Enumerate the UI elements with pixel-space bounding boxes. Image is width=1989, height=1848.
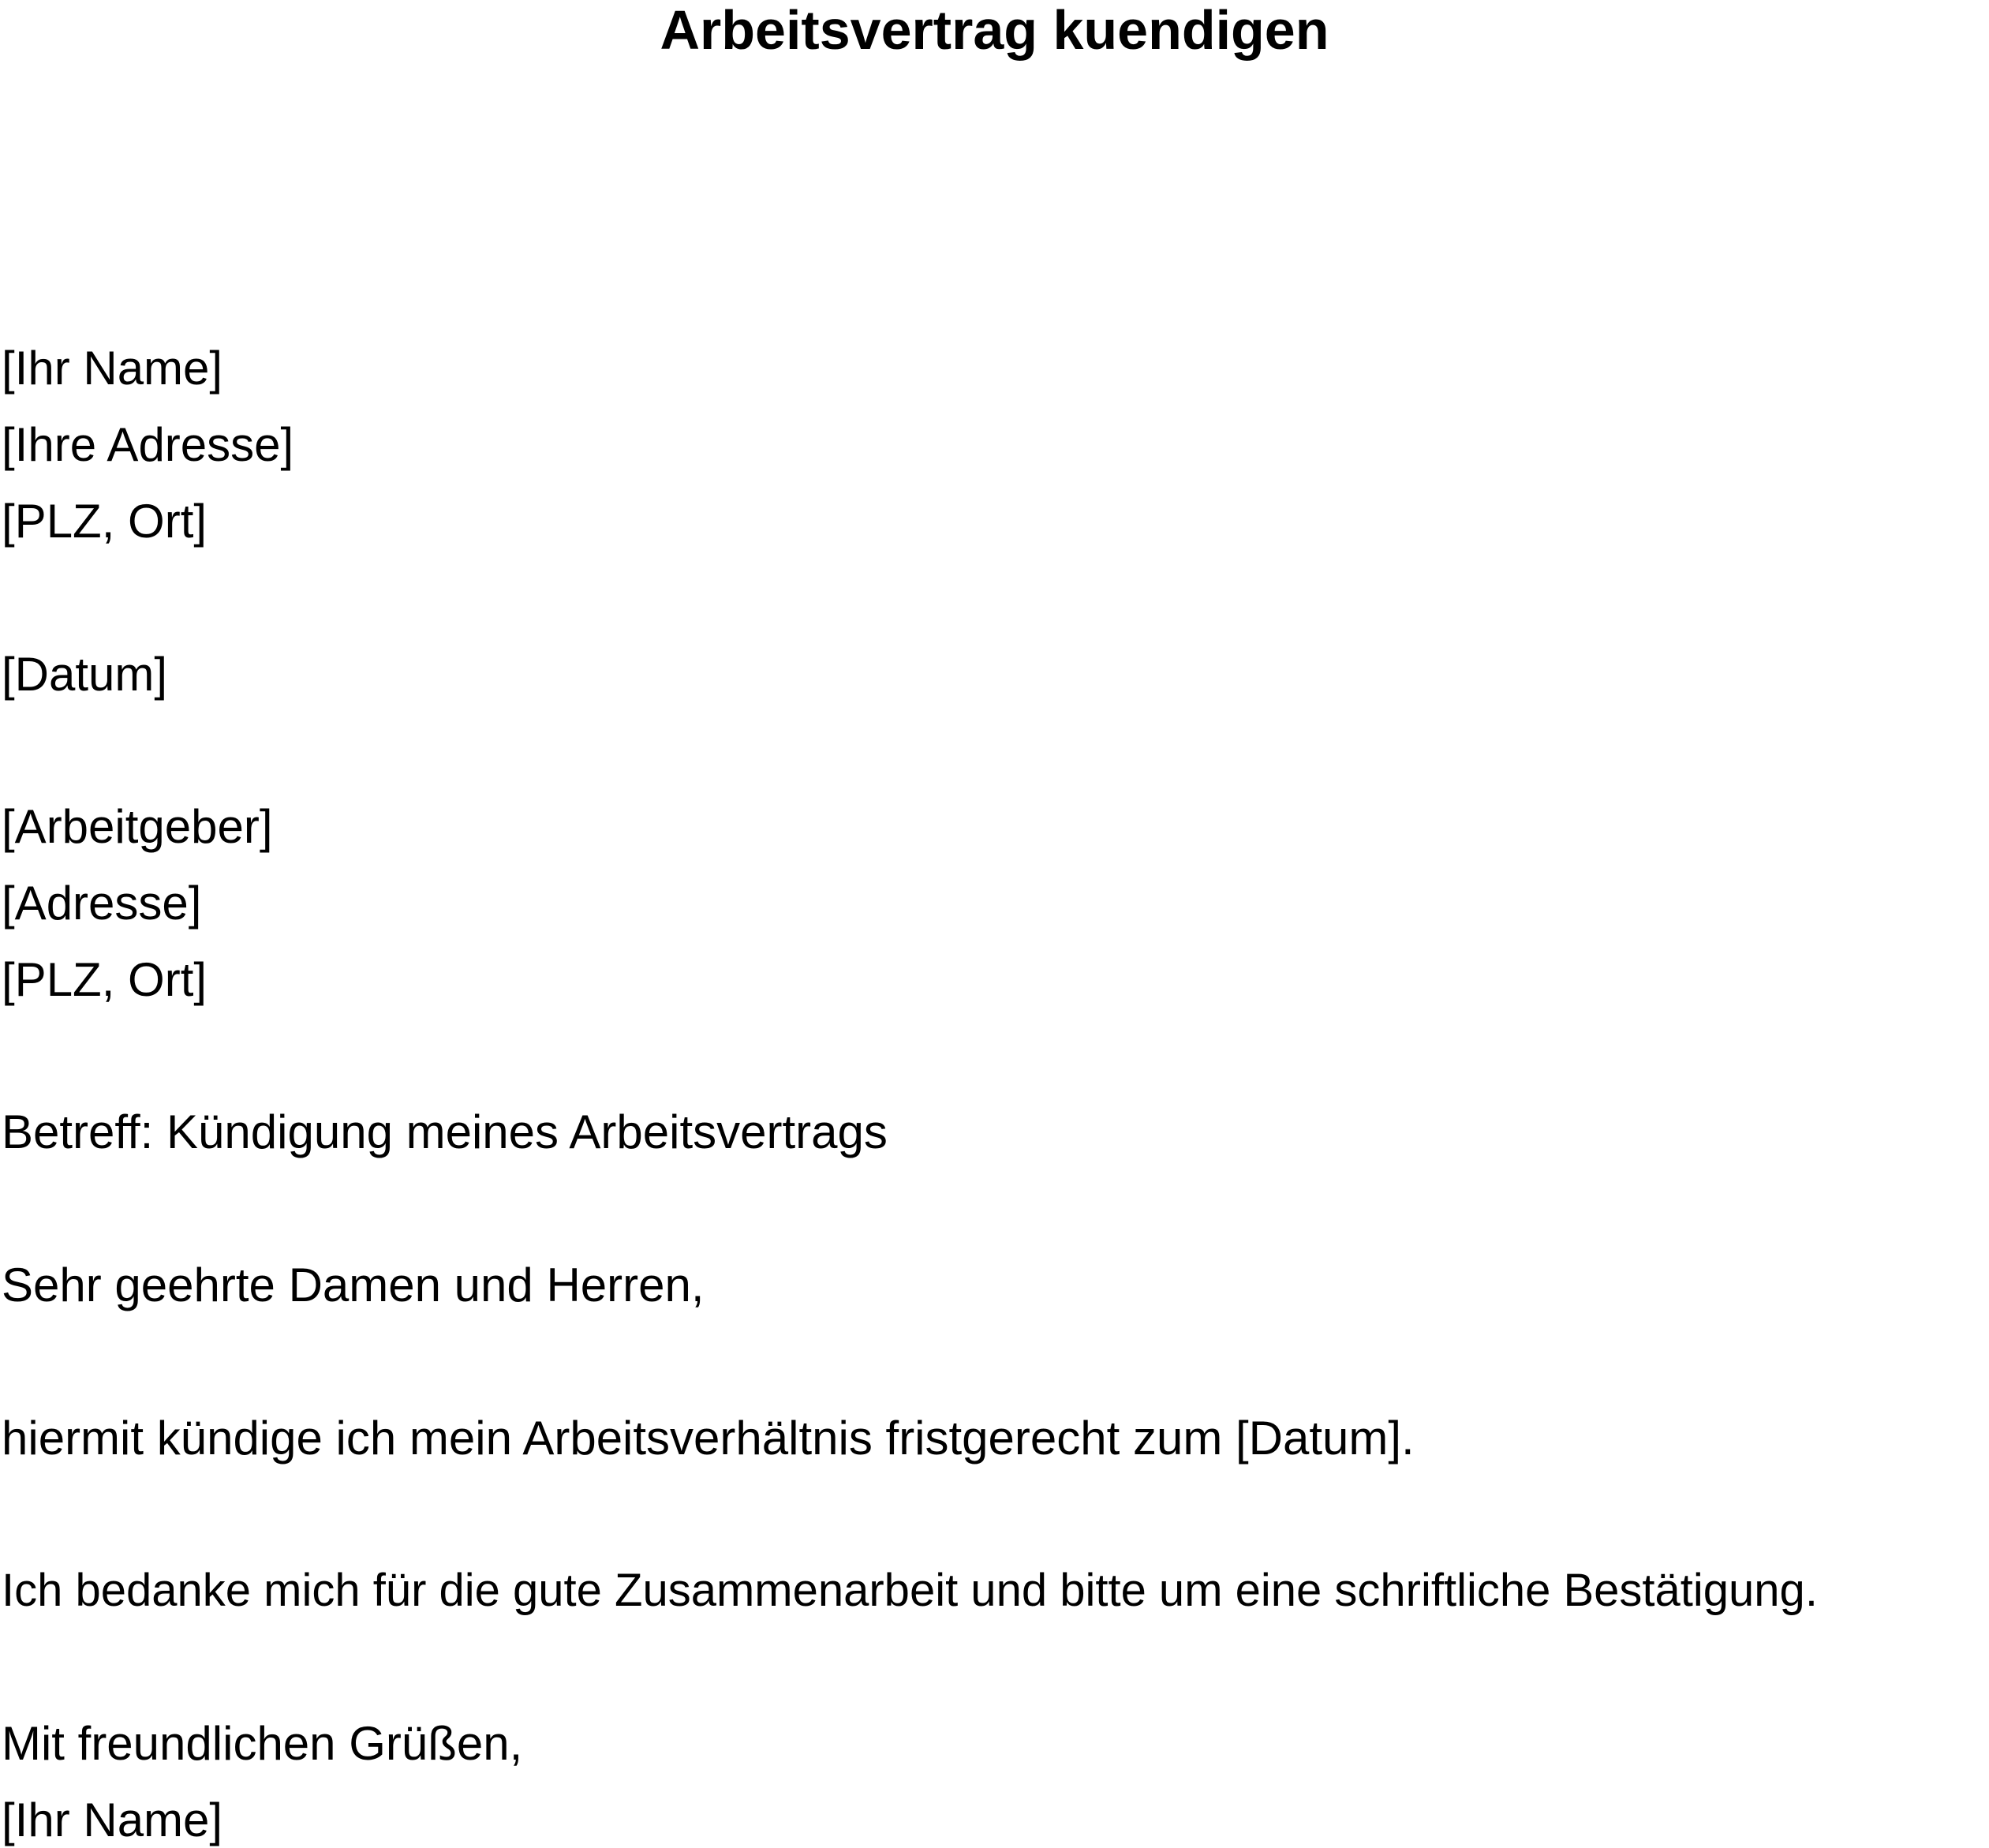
salutation: Sehr geehrte Damen und Herren, [2,1259,705,1311]
closing: Mit freundlichen Grüßen, [2,1717,523,1770]
body-paragraph-termination: hiermit kündige ich mein Arbeitsverhältnis fristgerecht zum [Datum]. [2,1412,1415,1465]
signature-name: [Ihr Name] [2,1794,223,1846]
sender-address: [Ihre Adresse] [2,418,294,471]
recipient-employer: [Arbeitgeber] [2,800,273,853]
sender-name: [Ihr Name] [2,342,223,395]
sender-city: [PLZ, Ort] [2,495,207,548]
recipient-address: [Adresse] [2,877,202,930]
subject-line: Betreff: Kündigung meines Arbeitsvertrags [2,1105,888,1158]
body-paragraph-thanks: Ich bedanke mich für die gute Zusammenarbeit und bitte um eine schriftliche Bestätigung. [2,1565,1818,1616]
letter-date: [Datum] [2,648,168,701]
document-title: Arbeitsvertrag kuendigen [660,0,1329,61]
recipient-city: [PLZ, Ort] [2,953,207,1006]
